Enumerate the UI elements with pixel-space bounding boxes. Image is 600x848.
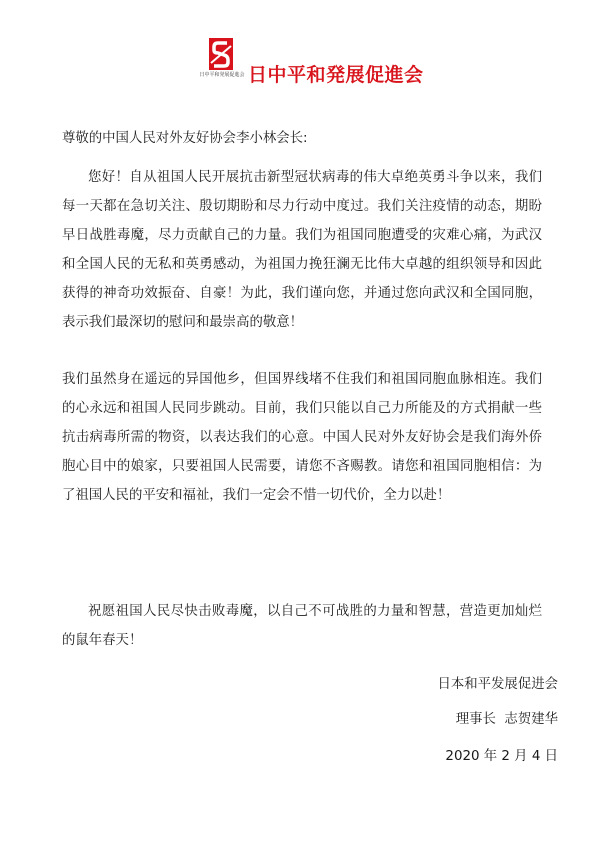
paragraph-1: 您好！自从祖国人民开展抗击新型冠状病毒的伟大卓绝英勇斗争以来，我们每一天都在急切关注、殷切期盼和尽力行动中度过。我们关注疫情的动态，期盼早日战胜毒魔，尽力贡献自己的力量。我们为祖国同胞遭受的灾难心痛，为武汉和全国人民的无私和英勇感动，为祖国力挽狂澜无比伟大卓越的组织领导和因此获得的神奇功效振奋、自豪！为此，我们谨向您，并通过您向武汉和全国同胞，表示我们最深切的慰问和最崇高的敬意！ [62, 170, 542, 330]
paragraph-3: 祝愿祖国人民尽快击败毒魔，以自己不可战胜的力量和智慧，营造更加灿烂的鼠年春天！ [62, 604, 542, 648]
stylized-s-logo-icon [209, 38, 233, 70]
salutation: 尊敬的中国人民对外友好协会李小林会长: [62, 131, 308, 146]
letterhead [196, 38, 436, 88]
organization-title: 日中平和発展促進会 [248, 64, 424, 86]
signature-date: 2020 年 2 月 4 日 [445, 749, 558, 764]
paragraph-2: 我们虽然身在遥远的异国他乡，但国界线堵不住我们和祖国同胞血脉相连。我们的心永远和祖国人民同步跳动。目前，我们只能以自己力所能及的方式捐献一些抗击病毒所需的物资，以表达我们的心意。中国人民对外友好协会是我们海外侨胞心目中的娘家，只要祖国人民需要，请您不吝赐教。请您和祖国同胞相信：为了祖国人民的平安和福祉，我们一定会不惜一切代价，全力以赴！ [62, 372, 542, 503]
signature-organization: 日本和平发展促进会 [437, 677, 558, 692]
logo-caption: 日中平和発展促進会 [199, 72, 245, 78]
logo [198, 38, 244, 82]
signature-chairman: 理事长 志贺建华 [455, 712, 558, 727]
